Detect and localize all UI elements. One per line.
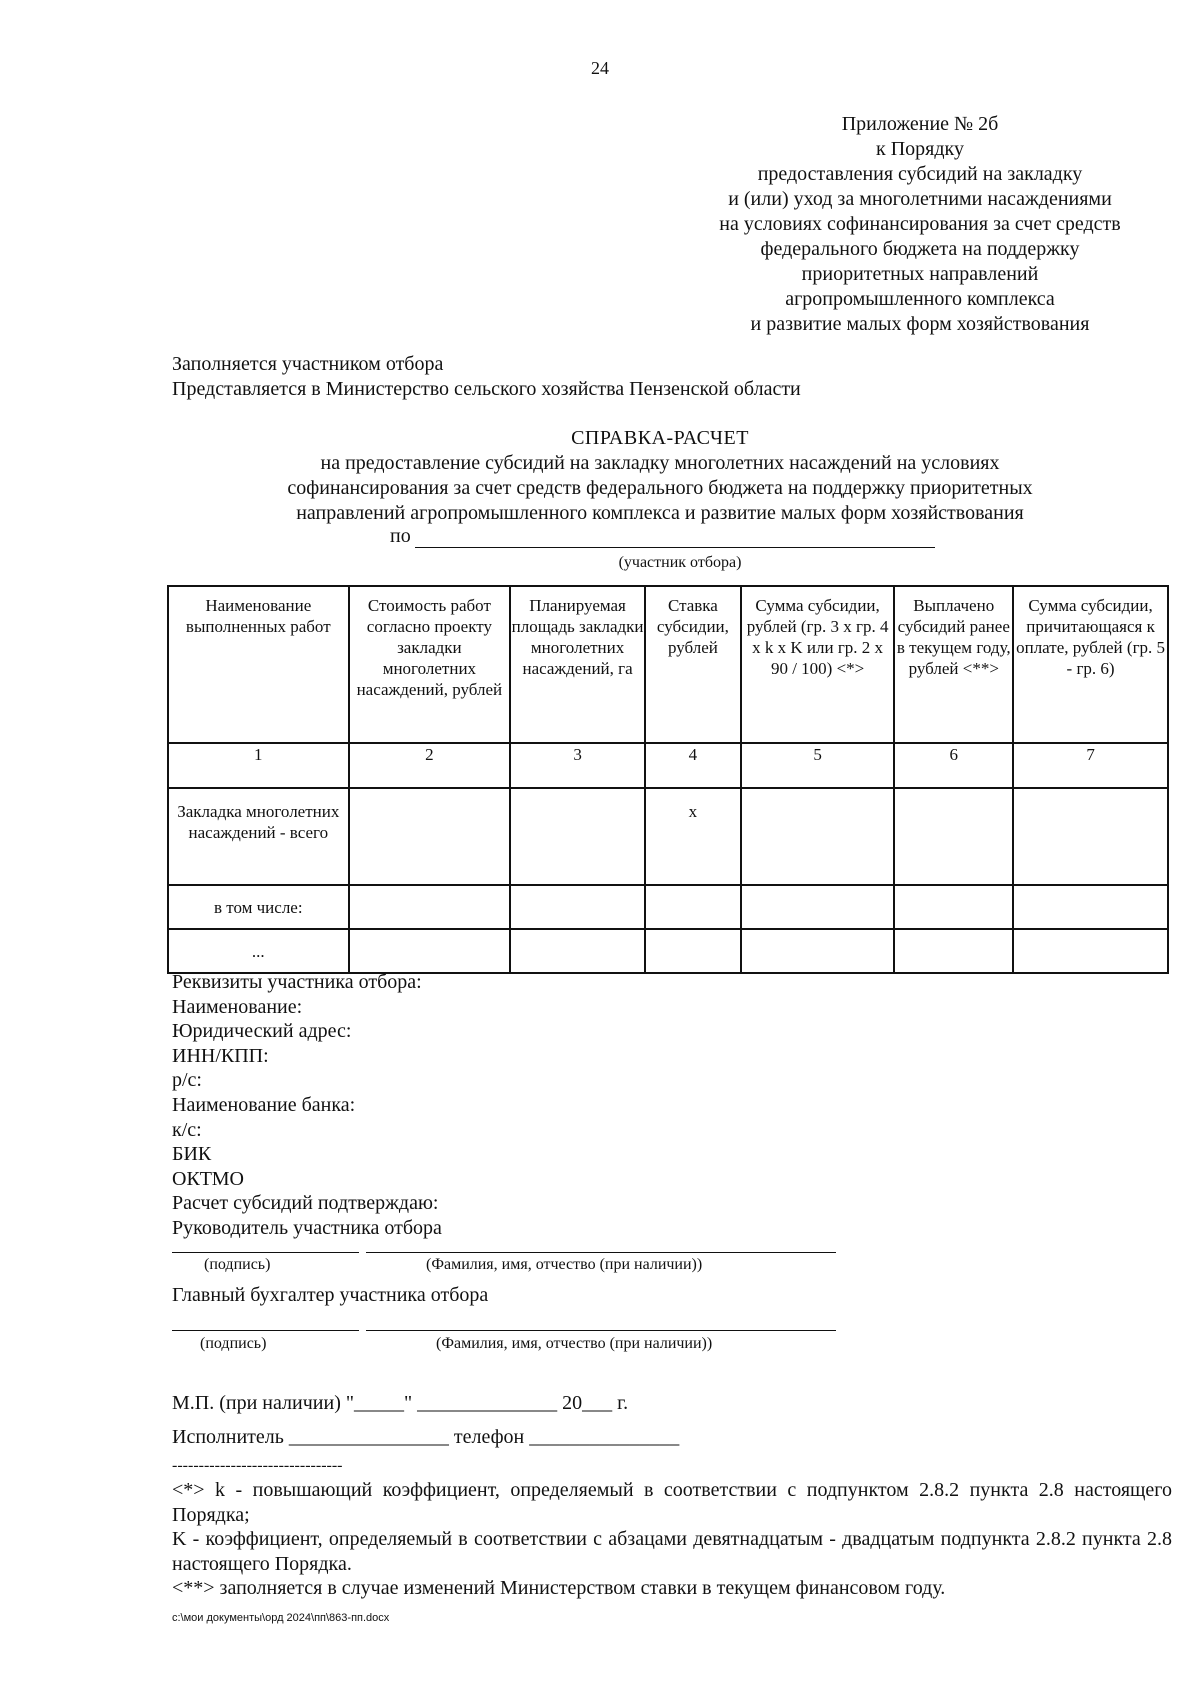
footnotes xyxy=(172,1478,1172,1601)
table-cell[interactable] xyxy=(645,929,741,973)
table-row xyxy=(168,885,1168,929)
requisite-line: Юридический адрес: xyxy=(172,1020,352,1043)
column-number: 5 xyxy=(741,743,895,788)
participant-blank[interactable] xyxy=(415,529,935,548)
table-cell[interactable] xyxy=(1013,885,1168,929)
appendix-line: приоритетных направлений xyxy=(801,263,1039,285)
table-cell[interactable] xyxy=(510,788,645,885)
column-number: 2 xyxy=(349,743,511,788)
accountant-name-line[interactable] xyxy=(366,1330,836,1331)
appendix-line: агропромышленного комплекса xyxy=(785,288,1055,310)
submitted-to-text: Представляется в Министерство сельского хозяйства Пензенской области xyxy=(172,378,801,400)
table-row xyxy=(168,788,1168,885)
column-header: Ставка субсидии, рублей xyxy=(645,586,741,743)
column-number-row xyxy=(168,743,1168,788)
participant-line xyxy=(390,525,935,548)
table-cell[interactable] xyxy=(894,788,1013,885)
document-heading xyxy=(150,426,1170,526)
table-cell[interactable] xyxy=(741,885,895,929)
stamp-date-line: М.П. (при наличии) "_____" ______________ 20___ г. xyxy=(172,1392,629,1414)
file-path: c:\мои документы\орд 2024\пп\863-пп.docx xyxy=(172,1612,390,1624)
accountant-signature-line[interactable] xyxy=(172,1330,359,1331)
head-signature-caption: (подпись) xyxy=(204,1256,271,1273)
column-header: Сумма субсидии, причитающаяся к оплате, рублей (гр. 5 - гр. 6) xyxy=(1013,586,1168,743)
footnote-separator: -------------------------------- xyxy=(172,1457,343,1474)
column-header: Наименование выполненных работ xyxy=(168,586,349,743)
requisite-line: Расчет субсидий подтверждаю: xyxy=(172,1192,439,1215)
requisite-line: р/с: xyxy=(172,1069,202,1092)
document-title: СПРАВКА-РАСЧЕТ xyxy=(571,427,749,449)
table-cell[interactable] xyxy=(349,929,511,973)
executor-line: Исполнитель ________________ телефон _______________ xyxy=(172,1426,680,1448)
subtitle-line: направлений агропромышленного комплекса и развитие малых форм хозяйствования xyxy=(296,502,1024,524)
table-cell[interactable] xyxy=(349,885,511,929)
row-label: в том числе: xyxy=(168,885,349,929)
requisite-line: Наименование: xyxy=(172,995,303,1018)
appendix-line: и (или) уход за многолетними насаждениями xyxy=(728,188,1112,210)
footnote: K - коэффициент, определяемый в соответствии с абзацами девятнадцатым - двадцатым подпункта 2.8.2 пункта 2.8 настоящего Порядка. xyxy=(172,1528,1172,1575)
participant-caption: (участник отбора) xyxy=(618,554,742,571)
table-cell[interactable] xyxy=(349,788,511,885)
table-cell[interactable] xyxy=(1013,929,1168,973)
fill-instructions xyxy=(172,352,801,402)
requisite-line: ИНН/КПП: xyxy=(172,1044,269,1067)
table-cell[interactable] xyxy=(741,788,895,885)
appendix-line: на условиях софинансирования за счет средств xyxy=(719,213,1121,235)
head-name-line[interactable] xyxy=(366,1252,836,1253)
requisite-line: Руководитель участника отбора xyxy=(172,1216,442,1239)
table-cell[interactable] xyxy=(1013,788,1168,885)
accountant-name-caption: (Фамилия, имя, отчество (при наличии)) xyxy=(436,1335,713,1352)
accountant-signature-caption: (подпись) xyxy=(200,1335,267,1352)
requisite-line: к/с: xyxy=(172,1118,202,1141)
appendix-line: федерального бюджета на поддержку xyxy=(760,238,1080,260)
column-header: Планируемая площадь закладки многолетних насаждений, га xyxy=(510,586,645,743)
row-label: ... xyxy=(168,929,349,973)
chief-accountant-label: Главный бухгалтер участника отбора xyxy=(172,1284,489,1306)
column-header: Стоимость работ согласно проекту закладки многолетних насаждений, рублей xyxy=(349,586,511,743)
requisite-line: Наименование банка: xyxy=(172,1093,356,1116)
row-label: Закладка многолетних насаждений - всего xyxy=(168,788,349,885)
rate-cell: x xyxy=(645,788,741,885)
column-number: 6 xyxy=(894,743,1013,788)
table-cell[interactable] xyxy=(645,885,741,929)
requisite-line: ОКТМО xyxy=(172,1167,244,1190)
subtitle-line: на предоставление субсидий на закладку многолетних насаждений на условиях xyxy=(320,452,1000,474)
column-header: Сумма субсидии, рублей (гр. 3 x гр. 4 x k x K или гр. 2 x 90 / 100) <*> xyxy=(741,586,895,743)
appendix-line: к Порядку xyxy=(876,138,964,160)
appendix-line: и развитие малых форм хозяйствования xyxy=(750,313,1090,335)
head-name-caption: (Фамилия, имя, отчество (при наличии)) xyxy=(426,1256,703,1273)
column-number: 7 xyxy=(1013,743,1168,788)
appendix-line: Приложение № 2б xyxy=(841,113,999,135)
appendix-block xyxy=(620,112,1200,337)
calculation-table xyxy=(167,585,1169,974)
column-number: 1 xyxy=(168,743,349,788)
table-cell[interactable] xyxy=(510,929,645,973)
requisite-line: БИК xyxy=(172,1143,212,1166)
column-number: 4 xyxy=(645,743,741,788)
column-header: Выплачено субсидий ранее в текущем году, рублей <**> xyxy=(894,586,1013,743)
footnote: <**> заполняется в случае изменений Министерством ставки в текущем финансовом году. xyxy=(172,1577,946,1599)
requisites-block xyxy=(172,970,442,1241)
table-cell[interactable] xyxy=(741,929,895,973)
filled-by-text: Заполняется участником отбора xyxy=(172,353,444,375)
table-cell[interactable] xyxy=(894,885,1013,929)
subtitle-line: софинансирования за счет средств федерального бюджета на поддержку приоритетных xyxy=(287,477,1033,499)
table-header-row xyxy=(168,586,1168,743)
table-row xyxy=(168,929,1168,973)
head-signature-line[interactable] xyxy=(172,1252,359,1253)
requisite-line: Реквизиты участника отбора: xyxy=(172,971,422,993)
table-cell[interactable] xyxy=(894,929,1013,973)
column-number: 3 xyxy=(510,743,645,788)
po-label: по xyxy=(390,525,411,547)
table-cell[interactable] xyxy=(510,885,645,929)
appendix-line: предоставления субсидий на закладку xyxy=(757,163,1083,185)
page-number: 24 xyxy=(591,58,609,78)
footnote: <*> k - повышающий коэффициент, определяемый в соответствии с подпунктом 2.8.2 пункта 2.8 настоящего Порядка; xyxy=(172,1479,1172,1526)
